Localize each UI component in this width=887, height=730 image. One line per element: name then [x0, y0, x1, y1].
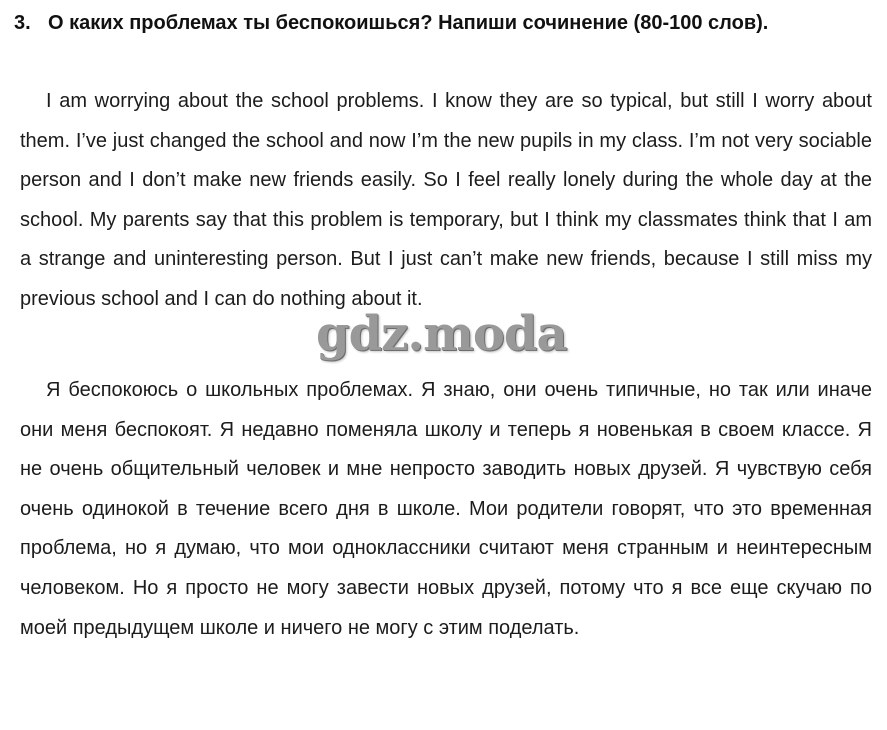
watermark-logo: gdz.moda [316, 306, 567, 362]
essay-english-paragraph: I am worrying about the school problems. I know they are so typical, but still I worry about them. I’ve just changed the school and now I’m the new pupils in my class. I’m not very sociable person and I don’t make new friends easily. So I feel really lonely during the whole day at the school. My parents say that this problem is temporary, but I think my classmates think that I am a strange and uninteresting person. But I just can’t make new friends, because I still miss my previous school and I can do nothing about it. [20, 90, 872, 310]
task-title: О каких проблемах ты беспокоишься? Напиши сочинение (80-100 слов). [48, 12, 769, 34]
task-number: 3. [14, 12, 31, 34]
task-heading [14, 8, 880, 38]
essay-russian-paragraph: Я беспокоюсь о школьных проблемах. Я знаю, они очень типичные, но так или иначе они меня беспокоят. Я недавно поменяла школу и теперь я новенькая в своем классе. Я не очень общительный человек и мне непросто заводить новых друзей. Я чувствую себя очень одинокой в течение всего дня в школе. Мои родители говорят, что это временная проблема, но я думаю, что мои одноклассники считают меня странным и неинтересным человеком. Но я просто не могу завести новых друзей, потому что я все еще скучаю по моей предыдущем школе и ничего не могу с этим поделать. [20, 379, 872, 639]
